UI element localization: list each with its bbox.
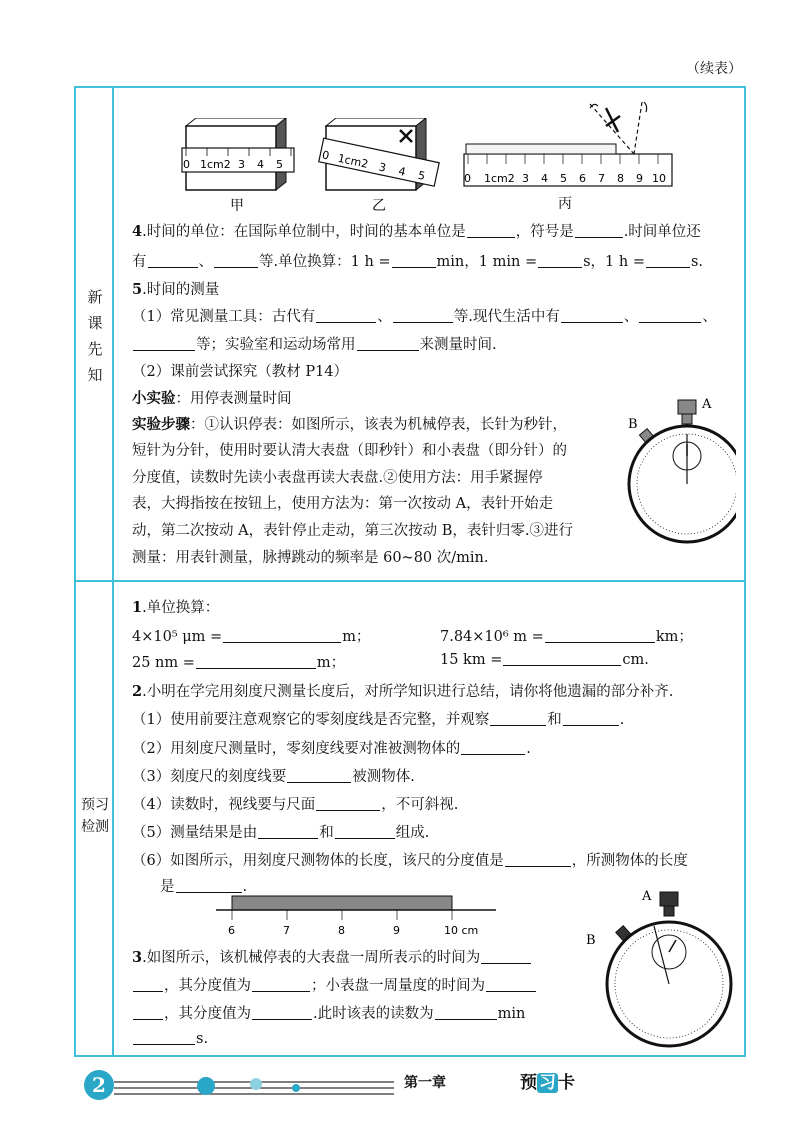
answer-blank[interactable] [435, 1005, 497, 1020]
answer-blank[interactable] [563, 711, 619, 726]
page-number: 2 [84, 1070, 114, 1100]
p3-line3: ，其分度值为 .此时该表的读数为 min [132, 1002, 525, 1023]
p2-s2: （2）用刻度尺测量时，零刻度线要对准被测物体的 . [132, 741, 531, 757]
answer-blank[interactable] [561, 308, 623, 323]
q4-line2: 有 、 等.单位换算：1 h = min，1 min = s，1 h = s. [132, 254, 704, 270]
answer-blank[interactable] [133, 1005, 163, 1020]
answer-blank[interactable] [486, 977, 536, 992]
section-char: 课 [87, 314, 103, 332]
p2-title: 2.小明在学完用刻度尺测量长度后，对所学知识进行总结，请你将他遗漏的部分补齐. [132, 683, 674, 700]
ruler-tick-label: 10 [652, 172, 666, 185]
answer-blank[interactable] [316, 796, 380, 811]
p2-s6-line2: 是 . [160, 879, 248, 895]
ruler-tick-label: 8 [617, 172, 624, 185]
ruler-tick-label: 10 cm [444, 924, 479, 937]
p1-title: 1.单位换算： [132, 599, 220, 616]
section-label-new-lesson [84, 284, 106, 388]
q5-p1-line1: （1）常见测量工具：古代有 、 等.现代生活中有 、 、 [132, 309, 717, 325]
button-label-a: A [642, 889, 652, 904]
q5-title: 5.时间的测量 [132, 281, 220, 298]
section-char: 知 [87, 366, 103, 384]
answer-blank[interactable] [646, 253, 690, 268]
answer-blank[interactable] [490, 711, 546, 726]
ruler-tick-label: 0 [183, 158, 190, 171]
answer-blank[interactable] [503, 651, 621, 666]
p1-row2-left: 25 nm = m； [132, 655, 346, 671]
footer-decoration-icon [114, 1072, 404, 1102]
ruler-tick-label: 5 [276, 158, 283, 171]
experiment-step-2: 短针为分针，使用时要认清大表盘（即秒针）和小表盘（即分针）的 [132, 443, 567, 459]
ruler-tick-label: 3 [377, 160, 388, 175]
button-label-a: A [702, 397, 712, 412]
answer-blank[interactable] [148, 253, 198, 268]
ruler-tick-label: 9 [636, 172, 643, 185]
ruler-tick-label: 1cm2 [200, 158, 231, 171]
experiment-step-6: 测量：用表针测量，脉搏跳动的频率是 60~80 次/min. [132, 550, 489, 566]
chapter-label: 第一章 [404, 1075, 446, 1091]
figure-bing [458, 98, 680, 214]
p2-s3: （3）刻度尺的刻度线要 被测物体. [132, 769, 415, 785]
p2-s6-line1: （6）如图所示，用刻度尺测物体的长度，该尺的分度值是 ，所测物体的长度 [132, 853, 688, 869]
answer-blank[interactable] [133, 977, 163, 992]
ruler-tick-label: 3 [238, 158, 245, 171]
q4-line1: 4.时间的单位：在国际单位制中，时间的基本单位是 ，符号是 .时间单位还 [132, 223, 701, 240]
ruler-tick-label: 0 [464, 172, 471, 185]
ruler-tick-label: 4 [541, 172, 548, 185]
ruler-figure-2 [212, 894, 500, 944]
figure-label-jia: 甲 [230, 198, 244, 214]
answer-blank[interactable] [316, 308, 376, 323]
experiment-step-4: 表，大拇指按在按钮上，使用方法为：第一次按动 A，表针开始走 [132, 496, 554, 512]
ruler-tick-label: 1cm2 [484, 172, 515, 185]
q5-p2: （2）课前尝试探究（教材 P14） [132, 364, 349, 380]
brand-logo: 预 习 卡 [520, 1073, 575, 1093]
figure-yi [318, 118, 448, 214]
answer-blank[interactable] [214, 253, 258, 268]
experiment-step-3: 分度值，读数时先读小表盘再读大表盘.②使用方法：用手紧握停 [132, 470, 543, 486]
ruler-tick-label: 9 [393, 924, 400, 937]
p3-line1: 3.如图所示，该机械停表的大表盘一周所表示的时间为 [132, 946, 532, 967]
answer-blank[interactable] [545, 628, 655, 643]
stopwatch-figure-1 [624, 394, 736, 550]
page-footer [84, 1066, 604, 1106]
answer-blank[interactable] [252, 1005, 312, 1020]
answer-blank[interactable] [481, 949, 531, 964]
ruler-tick-label: 7 [283, 924, 290, 937]
experiment-step-5: 动，第二次按动 A，表针停止走动，第三次按动 B，表针归零.③进行 [132, 523, 573, 539]
answer-blank[interactable] [133, 336, 195, 351]
answer-blank[interactable] [393, 308, 453, 323]
section-label-preview [78, 794, 112, 838]
p2-s5: （5）测量结果是由 和 组成. [132, 825, 430, 841]
answer-blank[interactable] [335, 824, 395, 839]
experiment-step-1: 实验步骤：①认识停表：如图所示，该表为机械停表，长针为秒针， [132, 416, 567, 433]
button-label-b: B [628, 417, 638, 432]
answer-blank[interactable] [258, 824, 318, 839]
ruler-tick-label: 6 [579, 172, 586, 185]
p1-row1-right: 7.84×10⁶ m = km； [440, 629, 693, 645]
p2-s4: （4）读数时，视线要与尺面 ，不可斜视. [132, 797, 459, 813]
answer-blank[interactable] [287, 768, 351, 783]
answer-blank[interactable] [392, 253, 436, 268]
answer-blank[interactable] [467, 223, 515, 238]
answer-blank[interactable] [505, 852, 571, 867]
ruler-tick-label: 3 [522, 172, 529, 185]
section-label-column [76, 88, 114, 1055]
answer-blank[interactable] [223, 628, 341, 643]
ruler-tick-label: 0 [320, 148, 331, 163]
stopwatch-figure-2 [584, 886, 740, 1050]
ruler-tick-label: 7 [598, 172, 605, 185]
ruler-tick-label: 4 [397, 164, 407, 179]
p1-row1-left: 4×10⁵ μm = m； [132, 629, 371, 645]
answer-blank[interactable] [639, 308, 701, 323]
answer-blank[interactable] [538, 253, 582, 268]
ruler-tick-label: 5 [560, 172, 567, 185]
section-divider [76, 580, 744, 582]
answer-blank[interactable] [133, 1030, 195, 1045]
continued-label: （续表） [686, 61, 742, 77]
figure-jia [178, 118, 308, 214]
button-label-b: B [586, 933, 596, 948]
section-char: 先 [87, 340, 103, 358]
p3-line2: ，其分度值为 ；小表盘一周量度的时间为 [132, 974, 537, 995]
ruler-tick-label: 5 [416, 168, 427, 183]
figure-label-bing: 丙 [558, 196, 572, 212]
p3-line4: s. [132, 1030, 208, 1047]
ruler-tick-label: 8 [338, 924, 345, 937]
figure-label-yi: 乙 [372, 198, 386, 214]
answer-blank[interactable] [461, 740, 525, 755]
ruler-tick-label: 1cm2 [336, 151, 370, 171]
answer-blank[interactable] [196, 654, 316, 669]
answer-blank[interactable] [252, 977, 310, 992]
section-word: 预习 [81, 797, 109, 813]
experiment-title: 小实验：用停表测量时间 [132, 390, 292, 407]
p1-row2-right: 15 km = cm. [440, 652, 649, 668]
answer-blank[interactable] [357, 336, 419, 351]
answer-blank[interactable] [575, 223, 623, 238]
ruler-tick-label: 6 [228, 924, 235, 937]
p2-s1: （1）使用前要注意观察它的零刻度线是否完整，并观察 和 . [132, 712, 625, 728]
section-char: 新 [87, 288, 103, 306]
ruler-tick-label: 4 [257, 158, 264, 171]
section-word: 检测 [81, 819, 109, 835]
q5-p1-line2: 等；实验室和运动场常用 来测量时间. [132, 333, 497, 354]
answer-blank[interactable] [176, 878, 242, 893]
